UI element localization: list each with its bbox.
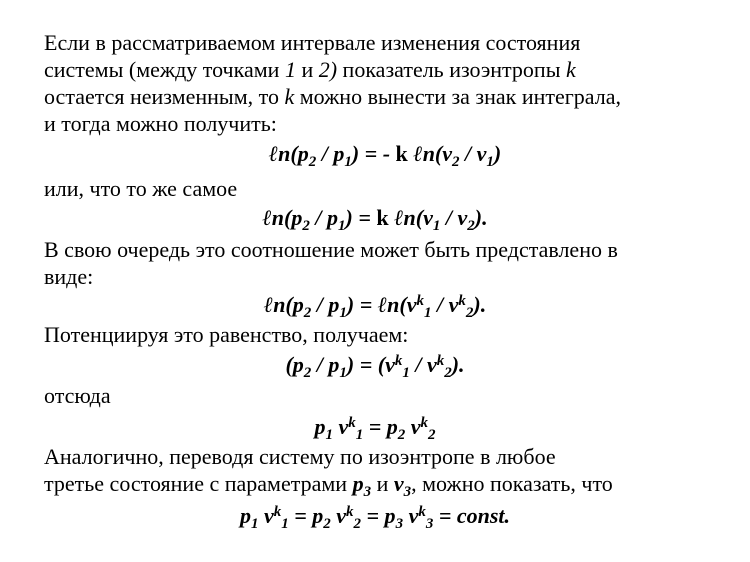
eq-part: ) =	[345, 205, 377, 230]
eq-sub: 2	[452, 154, 460, 170]
equation-1	[10, 140, 750, 168]
eq-part: / v	[431, 292, 459, 317]
eq-sup: k	[348, 415, 356, 431]
text-line-1: Если в рассматриваемом интервале изменения состояния	[44, 30, 581, 55]
equation-5	[0, 413, 750, 441]
eq-part: v	[332, 414, 349, 439]
eq-part: )	[493, 141, 502, 166]
text-line-5: или, что то же самое	[44, 176, 238, 201]
eq-part: v	[403, 503, 419, 528]
text-line-6: В свою очередь это соотношение может быть представлено в	[44, 237, 618, 262]
symbol-k: k	[565, 57, 576, 82]
equation-2	[0, 204, 750, 232]
eq-sub: 2	[444, 365, 452, 381]
eq-sub: 2	[428, 427, 436, 443]
eq-part: v	[258, 503, 274, 528]
eq-part: / p	[316, 141, 345, 166]
eq-sub: 2	[467, 218, 475, 234]
text-line-11	[44, 471, 613, 500]
eq-part: ℓn(v	[388, 205, 433, 230]
eq-sub: 1	[338, 218, 346, 234]
eq-part: ℓn(p	[263, 292, 304, 317]
equation-3	[0, 291, 750, 319]
eq-sub: 3	[425, 516, 434, 532]
eq-part: = p	[361, 503, 396, 528]
param-sub: 3	[403, 484, 412, 500]
eq-sub: 2	[465, 305, 474, 321]
param-sub: 3	[363, 484, 372, 500]
eq-part: p	[314, 414, 326, 439]
eq-sub: 1	[281, 516, 289, 532]
text-fragment: можно вынести за знак интеграла,	[294, 84, 621, 109]
eq-sub: 1	[339, 365, 347, 381]
eq-part: = p	[363, 414, 398, 439]
eq-part: / p	[311, 352, 340, 377]
text-fragment: остается неизменным, то	[44, 84, 285, 109]
equation-6	[0, 502, 750, 530]
text-fragment: , можно показать, что	[411, 471, 613, 496]
eq-sub: 1	[344, 154, 352, 170]
eq-part: ).	[474, 205, 488, 230]
text-fragment: и	[295, 57, 319, 82]
text-line-8: Потенциируя это равенство, получаем:	[44, 322, 409, 347]
param-p: p	[352, 471, 364, 496]
eq-sub: 1	[250, 516, 259, 532]
text-fragment: третье состояние с параметрами	[44, 471, 353, 496]
eq-part: ℓn(v	[407, 141, 453, 166]
eq-sub: 1	[423, 305, 432, 321]
eq-part: k	[376, 205, 389, 230]
eq-sub: 2	[302, 218, 310, 234]
text-fragment: показатель изоэнтропы	[337, 57, 566, 82]
eq-part: / v	[409, 352, 437, 377]
eq-part: v	[405, 414, 421, 439]
eq-sub: 3	[395, 516, 404, 532]
eq-part: ).	[451, 352, 465, 377]
eq-sub: 1	[486, 154, 494, 170]
eq-part: ) = ℓn(v	[346, 292, 417, 317]
text-line-10: Аналогично, переводя систему по изоэнтропе в любое	[44, 444, 556, 469]
eq-part: ) = (v	[346, 352, 395, 377]
eq-sub: 2	[323, 516, 331, 532]
eq-part: / p	[311, 292, 340, 317]
eq-part: / v	[459, 141, 487, 166]
eq-part: ℓn(p	[262, 205, 303, 230]
eq-sup: k	[418, 504, 426, 520]
eq-sub: 2	[308, 154, 317, 170]
equation-4	[0, 351, 750, 379]
eq-sup: k	[273, 504, 282, 520]
eq-sup: k	[436, 353, 445, 369]
eq-sub: 2	[303, 305, 312, 321]
eq-sup: k	[416, 293, 424, 309]
eq-part: k	[395, 141, 408, 166]
eq-part: = const.	[433, 503, 511, 528]
param-v: v	[393, 471, 404, 496]
eq-part: ).	[473, 292, 487, 317]
eq-sup: k	[394, 353, 403, 369]
eq-sub: 2	[303, 365, 312, 381]
eq-sup: k	[346, 504, 354, 520]
eq-part: / p	[309, 205, 338, 230]
point-label-2: 2)	[318, 57, 338, 82]
eq-part: v	[330, 503, 347, 528]
eq-sub: 1	[325, 427, 333, 443]
eq-sub: 1	[339, 305, 347, 321]
eq-part: / v	[440, 205, 468, 230]
eq-part: = p	[288, 503, 324, 528]
eq-sup: k	[420, 415, 429, 431]
eq-sub: 1	[432, 218, 441, 234]
eq-sub: 2	[397, 427, 406, 443]
eq-part: (p	[285, 352, 304, 377]
text-line-4: и тогда можно получить:	[44, 111, 277, 136]
eq-sup: k	[458, 293, 466, 309]
point-label-1: 1	[284, 57, 296, 82]
eq-part: ) = -	[351, 141, 396, 166]
symbol-k: k	[284, 84, 295, 109]
eq-sub: 2	[353, 516, 362, 532]
text-line-9: отсюда	[44, 383, 111, 408]
eq-part: ℓn(p	[268, 141, 309, 166]
eq-sub: 1	[355, 427, 364, 443]
text-fragment: и	[371, 471, 394, 496]
text-line-3	[44, 84, 621, 110]
text-line-7: виде:	[44, 264, 94, 289]
text-line-2	[44, 57, 576, 83]
eq-part: p	[239, 503, 251, 528]
text-fragment: системы (между точками	[44, 57, 285, 82]
eq-sub: 1	[402, 365, 410, 381]
